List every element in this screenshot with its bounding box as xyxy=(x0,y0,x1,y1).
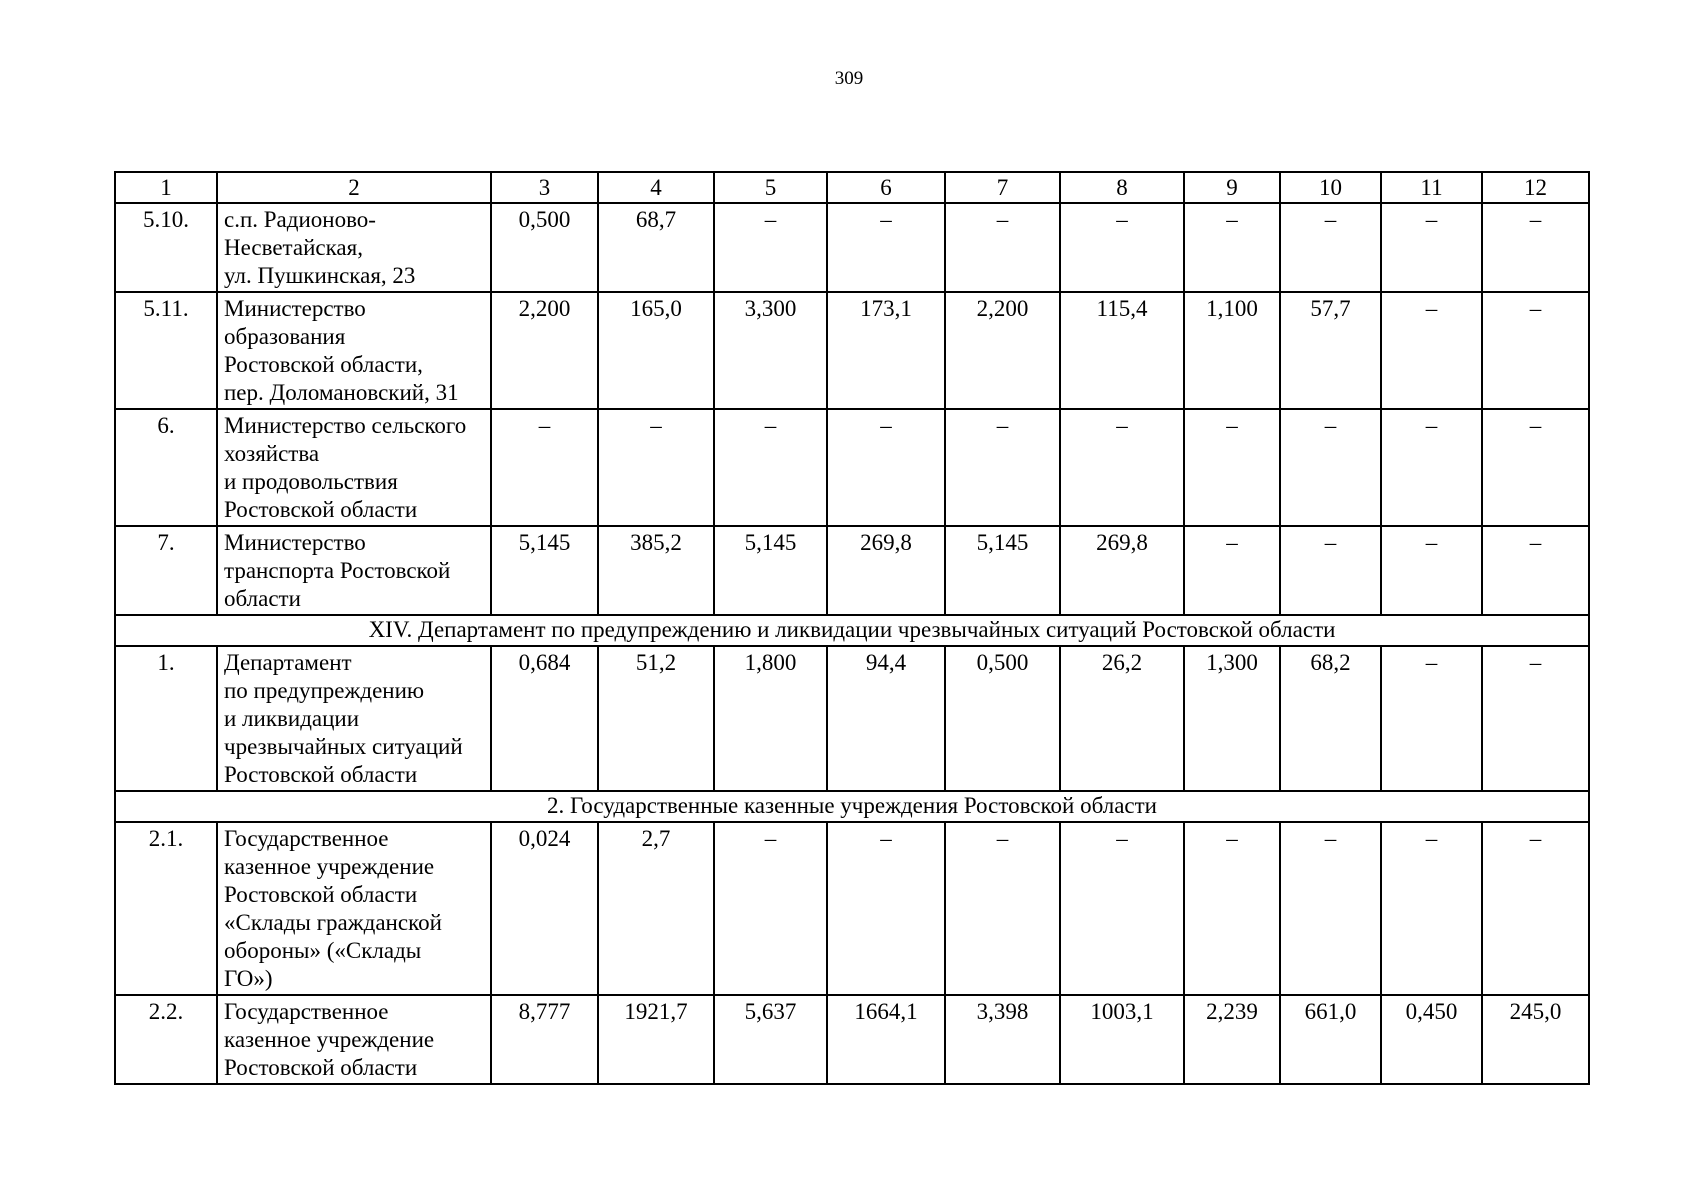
value-cell: – xyxy=(1280,203,1381,292)
column-header-cell: 2 xyxy=(217,172,491,203)
value-cell: 0,500 xyxy=(491,203,598,292)
institution-name-cell: с.п. Радионово- Несветайская, ул. Пушкинская, 23 xyxy=(217,203,491,292)
value-cell: – xyxy=(1184,822,1280,995)
section-heading: XIV. Департамент по предупреждению и ликвидации чрезвычайных ситуаций Ростовской области xyxy=(115,615,1589,646)
table-row xyxy=(115,292,1589,409)
value-cell: – xyxy=(1381,292,1482,409)
table-row xyxy=(115,409,1589,526)
value-cell: – xyxy=(714,822,827,995)
table-body xyxy=(115,172,1589,1084)
section-heading-row xyxy=(115,615,1589,646)
value-cell: – xyxy=(714,409,827,526)
value-cell: – xyxy=(1060,822,1184,995)
value-cell: 3,398 xyxy=(945,995,1060,1084)
row-number-cell: 6. xyxy=(115,409,217,526)
value-cell: – xyxy=(945,409,1060,526)
value-cell: – xyxy=(1184,409,1280,526)
value-cell: 5,637 xyxy=(714,995,827,1084)
value-cell: 1,800 xyxy=(714,646,827,791)
value-cell: – xyxy=(714,203,827,292)
value-cell: – xyxy=(945,822,1060,995)
page-number: 309 xyxy=(834,68,864,89)
value-cell: 5,145 xyxy=(714,526,827,615)
column-header-cell: 3 xyxy=(491,172,598,203)
data-table xyxy=(114,171,1590,1085)
value-cell: 0,450 xyxy=(1381,995,1482,1084)
value-cell: 269,8 xyxy=(1060,526,1184,615)
value-cell: 0,024 xyxy=(491,822,598,995)
value-cell: – xyxy=(827,203,945,292)
table-row xyxy=(115,646,1589,791)
value-cell: 1003,1 xyxy=(1060,995,1184,1084)
value-cell: 94,4 xyxy=(827,646,945,791)
value-cell: 68,2 xyxy=(1280,646,1381,791)
value-cell: 385,2 xyxy=(598,526,714,615)
value-cell: 165,0 xyxy=(598,292,714,409)
value-cell: – xyxy=(1280,409,1381,526)
institution-name-cell: Государственное казенное учреждение Ростовской области «Склады гражданской обороны» («Склады ГО») xyxy=(217,822,491,995)
value-cell: 26,2 xyxy=(1060,646,1184,791)
table-row xyxy=(115,995,1589,1084)
institution-name-cell: Министерство транспорта Ростовской области xyxy=(217,526,491,615)
value-cell: 8,777 xyxy=(491,995,598,1084)
value-cell: 5,145 xyxy=(945,526,1060,615)
institution-name-cell: Министерство сельского хозяйства и продовольствия Ростовской области xyxy=(217,409,491,526)
value-cell: 0,684 xyxy=(491,646,598,791)
value-cell: – xyxy=(1184,526,1280,615)
column-header-cell: 5 xyxy=(714,172,827,203)
value-cell: 3,300 xyxy=(714,292,827,409)
row-number-cell: 1. xyxy=(115,646,217,791)
section-heading-row xyxy=(115,791,1589,822)
value-cell: – xyxy=(491,409,598,526)
table-row xyxy=(115,203,1589,292)
column-header-cell: 6 xyxy=(827,172,945,203)
column-header-cell: 7 xyxy=(945,172,1060,203)
value-cell: 2,200 xyxy=(491,292,598,409)
institution-name-cell: Министерство образования Ростовской области, пер. Доломановский, 31 xyxy=(217,292,491,409)
column-header-cell: 10 xyxy=(1280,172,1381,203)
value-cell: 269,8 xyxy=(827,526,945,615)
value-cell: 0,500 xyxy=(945,646,1060,791)
section-heading: 2. Государственные казенные учреждения Ростовской области xyxy=(115,791,1589,822)
row-number-cell: 7. xyxy=(115,526,217,615)
value-cell: – xyxy=(1060,203,1184,292)
value-cell: – xyxy=(1482,526,1589,615)
row-number-cell: 5.11. xyxy=(115,292,217,409)
institution-name-cell: Департамент по предупреждению и ликвидации чрезвычайных ситуаций Ростовской области xyxy=(217,646,491,791)
value-cell: – xyxy=(1280,822,1381,995)
value-cell: – xyxy=(945,203,1060,292)
value-cell: – xyxy=(1482,822,1589,995)
value-cell: – xyxy=(1482,409,1589,526)
value-cell: 1921,7 xyxy=(598,995,714,1084)
value-cell: – xyxy=(827,822,945,995)
value-cell: 2,7 xyxy=(598,822,714,995)
institution-name-cell: Государственное казенное учреждение Ростовской области xyxy=(217,995,491,1084)
value-cell: – xyxy=(1482,203,1589,292)
value-cell: – xyxy=(1184,203,1280,292)
table-header-row xyxy=(115,172,1589,203)
value-cell: 2,200 xyxy=(945,292,1060,409)
row-number-cell: 2.1. xyxy=(115,822,217,995)
value-cell: 57,7 xyxy=(1280,292,1381,409)
value-cell: 245,0 xyxy=(1482,995,1589,1084)
value-cell: 1,300 xyxy=(1184,646,1280,791)
table-row xyxy=(115,526,1589,615)
value-cell: 51,2 xyxy=(598,646,714,791)
value-cell: – xyxy=(1381,822,1482,995)
value-cell: 5,145 xyxy=(491,526,598,615)
column-header-cell: 12 xyxy=(1482,172,1589,203)
value-cell: – xyxy=(1381,409,1482,526)
value-cell: – xyxy=(1381,203,1482,292)
value-cell: 115,4 xyxy=(1060,292,1184,409)
value-cell: – xyxy=(1280,526,1381,615)
column-header-cell: 1 xyxy=(115,172,217,203)
value-cell: 173,1 xyxy=(827,292,945,409)
table-row xyxy=(115,822,1589,995)
column-header-cell: 9 xyxy=(1184,172,1280,203)
value-cell: – xyxy=(598,409,714,526)
value-cell: – xyxy=(1482,292,1589,409)
row-number-cell: 2.2. xyxy=(115,995,217,1084)
value-cell: 1664,1 xyxy=(827,995,945,1084)
value-cell: – xyxy=(1381,526,1482,615)
value-cell: – xyxy=(827,409,945,526)
value-cell: – xyxy=(1482,646,1589,791)
column-header-cell: 8 xyxy=(1060,172,1184,203)
column-header-cell: 4 xyxy=(598,172,714,203)
row-number-cell: 5.10. xyxy=(115,203,217,292)
column-header-cell: 11 xyxy=(1381,172,1482,203)
value-cell: 1,100 xyxy=(1184,292,1280,409)
value-cell: – xyxy=(1060,409,1184,526)
value-cell: – xyxy=(1381,646,1482,791)
value-cell: 2,239 xyxy=(1184,995,1280,1084)
value-cell: 661,0 xyxy=(1280,995,1381,1084)
value-cell: 68,7 xyxy=(598,203,714,292)
